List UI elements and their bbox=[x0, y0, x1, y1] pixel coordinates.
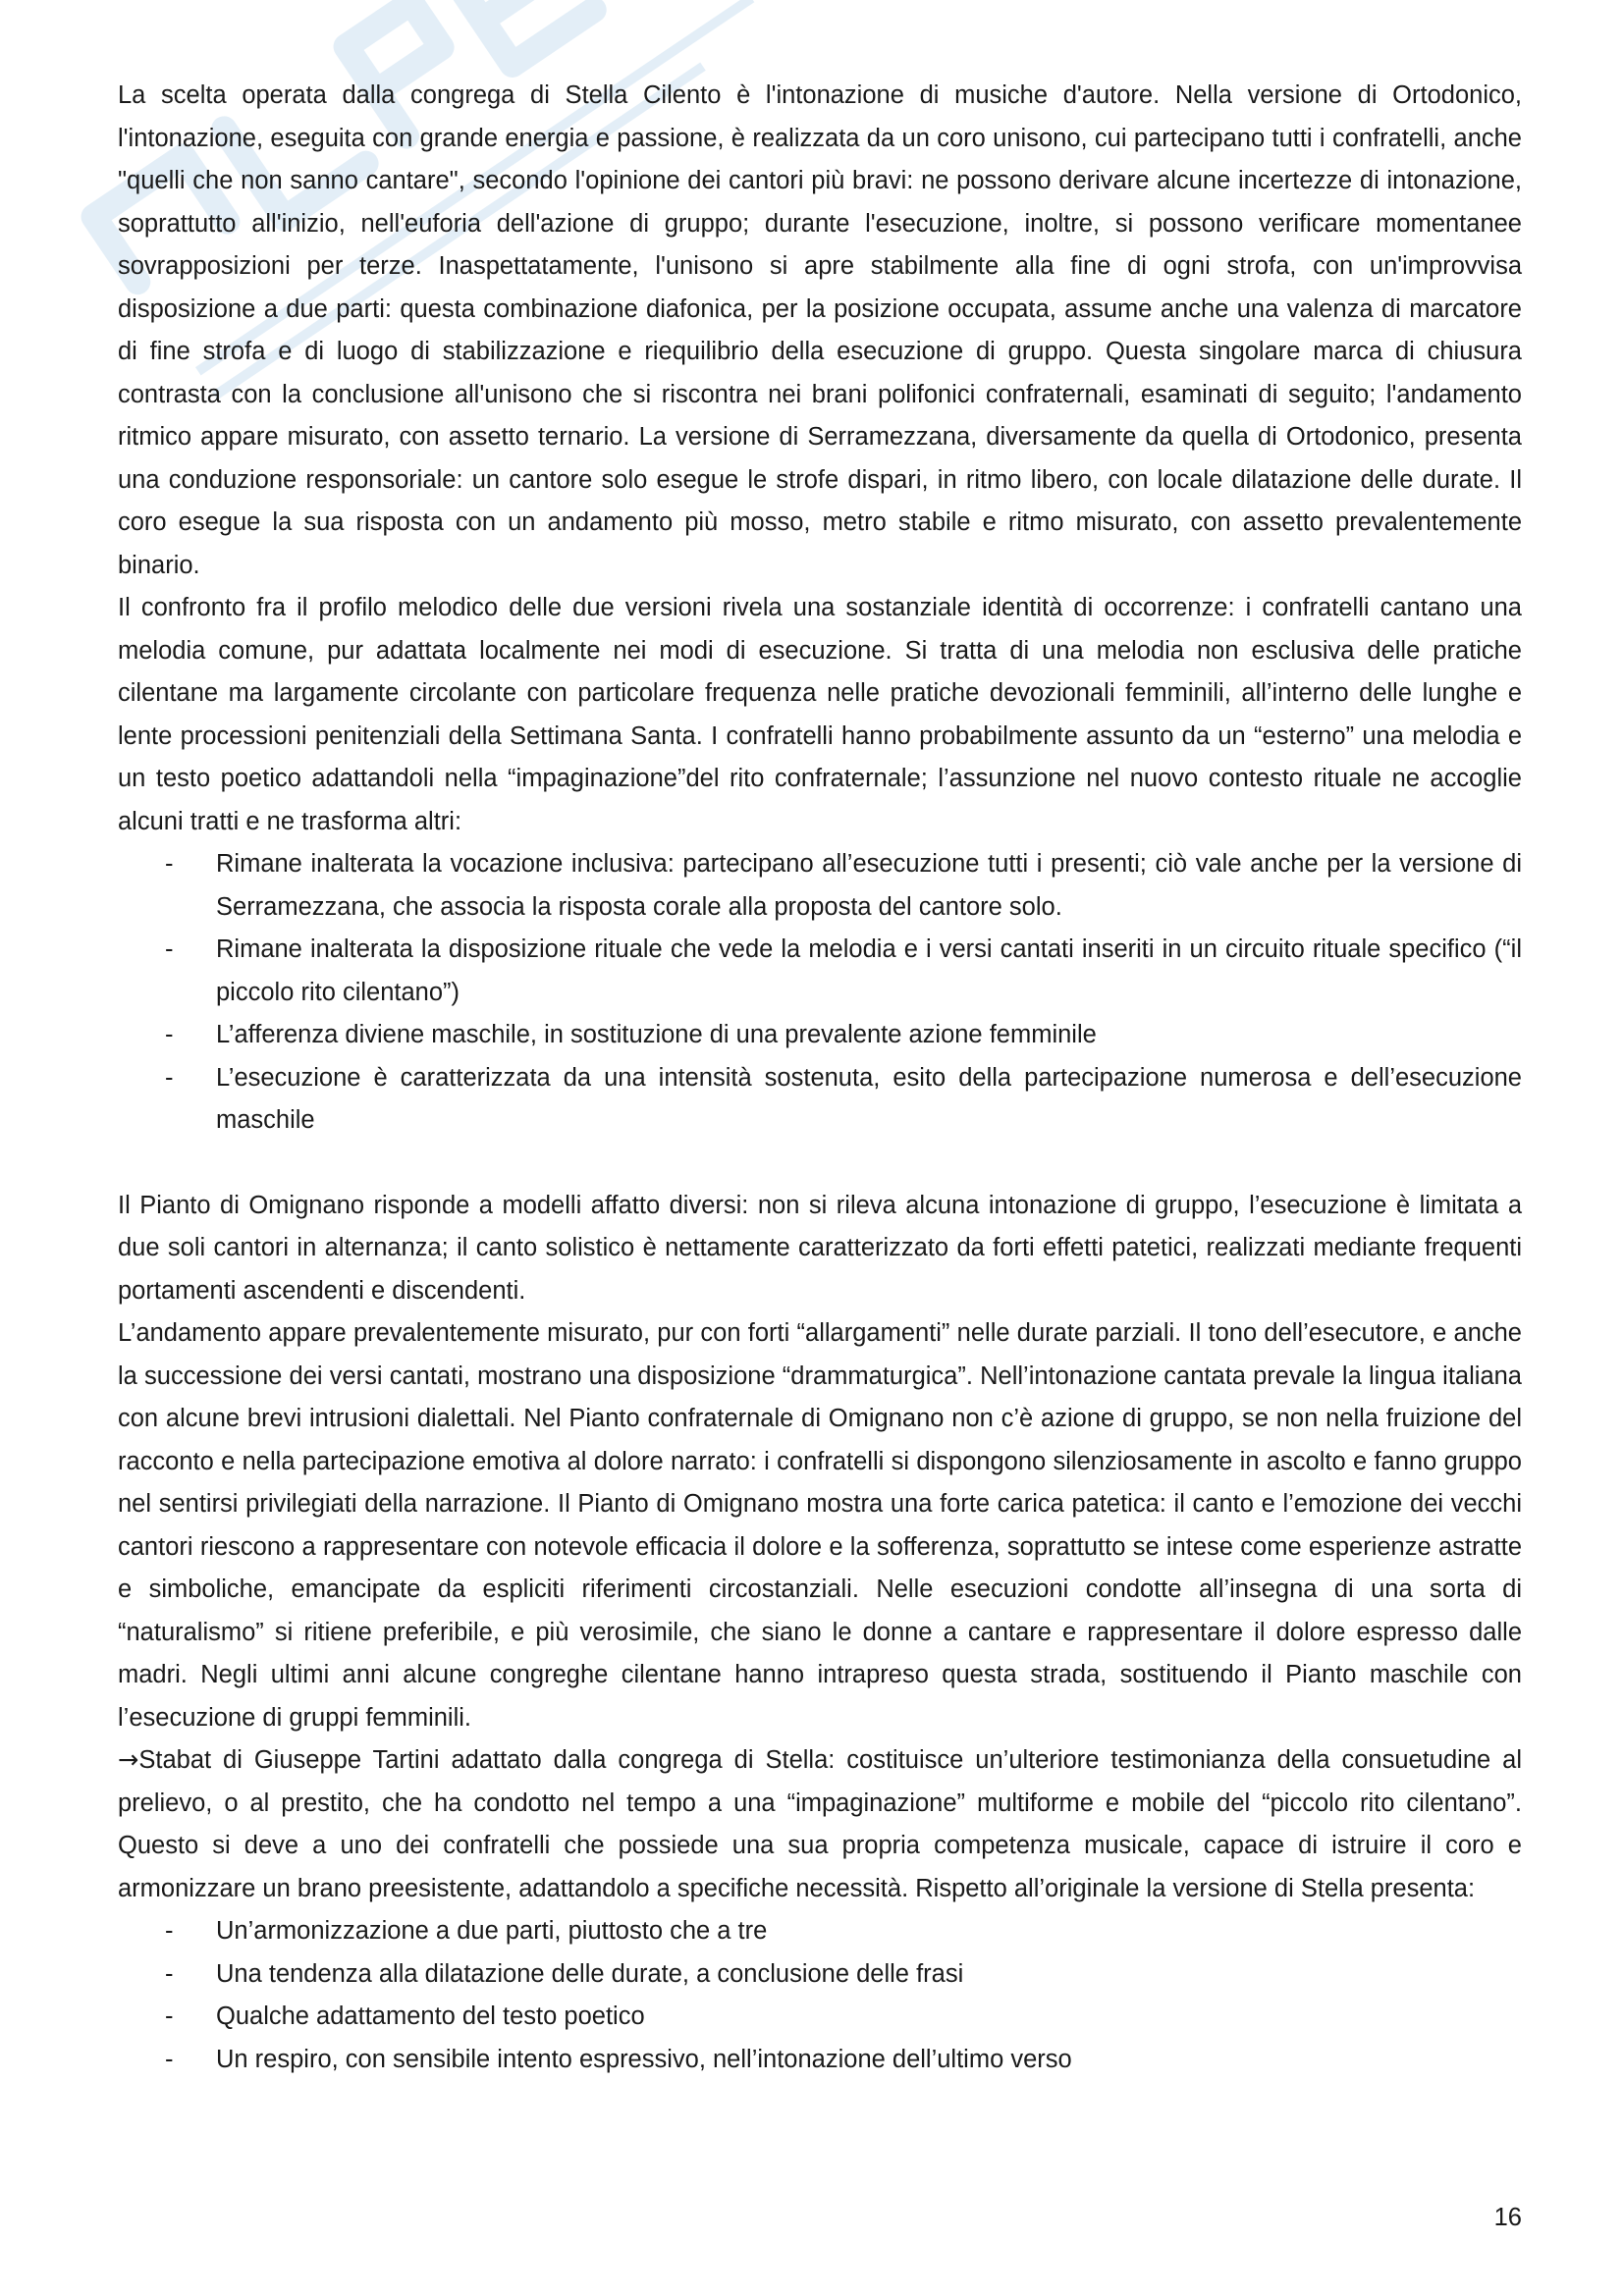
list-item: - Qualche adattamento del testo poetico bbox=[216, 1996, 1522, 2039]
arrow-right-icon: → bbox=[118, 1745, 139, 1775]
list-item: - L’esecuzione è caratterizzata da una intensità sostenuta, esito della partecipazione numerosa e dell’esecuzione maschile bbox=[216, 1057, 1522, 1143]
page-number: 16 bbox=[1493, 2204, 1522, 2231]
paragraph-andamento: L’andamento appare prevalentemente misurato, pur con forti “allargamenti” nelle durate parziali. Il tono dell’esecutore, e anche la successione dei versi cantati, mostrano una disposizione “drammaturgica”. Nell’intonazione cantata prevale la lingua italiana con alcune brevi intrusioni dialettali. Nel Pianto confraternale di Omignano non c’è azione di gruppo, se non nella fruizione del racconto e nella partecipazione emotiva al dolore narrato: i confratelli si dispongono silenziosamente in ascolto e fanno gruppo nel sentirsi privilegiati della narrazione. Il Pianto di Omignano mostra una forte carica patetica: il canto e l’emozione dei vecchi cantori riescono a rappresentare con notevole efficacia il dolore e la sofferenza, soprattutto se intese come esperienze astratte e simboliche, emancipate da espliciti riferimenti circostanziali. Nelle esecuzioni condotte all’insegna di una sorta di “naturalismo” si ritiene preferibile, e più verosimile, che siano le donne a cantare e rappresentare il dolore espresso dalle madri. Negli ultimi anni alcune congreghe cilentane hanno intrapreso questa strada, sostituendo il Pianto maschile con l’esecuzione di gruppi femminili. bbox=[118, 1319, 1522, 1732]
paragraph-stabat-text: Stabat di Giuseppe Tartini adattato dalla congrega di Stella: costituisce un’ulteriore testimonianza della consuetudine al prelievo, o al prestito, che ha condotto nel tempo a una “impaginazione” multiforme e mobile del “piccolo rito cilentano”. Questo si deve a uno dei confratelli che possiede una sua propria competenza musicale, capace di istruire il coro e armonizzare un brano preesistente, adattandolo a specifiche necessità. Rispetto all’originale la versione di Stella presenta: bbox=[118, 1746, 1522, 1902]
spacer bbox=[118, 1143, 1522, 1185]
paragraph-stabat-tartini bbox=[118, 1739, 1522, 1910]
list-item: - Un’armonizzazione a due parti, piuttosto che a tre bbox=[216, 1910, 1522, 1953]
list-item: - Una tendenza alla dilatazione delle durate, a conclusione delle frasi bbox=[216, 1953, 1522, 1997]
paragraph-stella-cilento: La scelta operata dalla congrega di Stella Cilento è l'intonazione di musiche d'autore. Nella versione di Ortodonico, l'intonazione, eseguita con grande energia e passione, è realizzata da un coro unisono, cui partecipano tutti i confratelli, anche "quelli che non sanno cantare", secondo l'opinione dei cantori più bravi: ne possono derivare alcune incertezze di intonazione, soprattutto all'inizio, nell'euforia dell'azione di gruppo; durante l'esecuzione, inoltre, si possono verificare momentanee sovrapposizioni per terze. Inaspettatamente, l'unisono si apre stabilmente alla fine di ogni strofa, con un'improvvisa disposizione a due parti: questa combinazione diafonica, per la posizione occupata, assume anche una valenza di marcatore di fine strofa e di luogo di stabilizzazione e riequilibrio della esecuzione di gruppo. Questa singolare marca di chiusura contrasta con la conclusione all'unisono che si riscontra nei brani polifonici confraternali, esaminati di seguito; l'andamento ritmico appare misurato, con assetto ternario. La versione di Serramezzana, diversamente da quella di Ortodonico, presenta una conduzione responsoriale: un cantore solo esegue le strofe dispari, in ritmo libero, con locale dilatazione delle durate. Il coro esegue la sua risposta con un andamento più mosso, metro stabile e ritmo misurato, con assetto prevalentemente binario. bbox=[118, 81, 1522, 579]
paragraph-melodic-profile: Il confronto fra il profilo melodico delle due versioni rivela una sostanziale identità di occorrenze: i confratelli cantano una melodia comune, pur adattata localmente nei modi di esecuzione. Si tratta di una melodia non esclusiva delle pratiche cilentane ma largamente circolante con particolare frequenza nelle pratiche devozionali femminili, all’interno delle lunghe e lente processioni penitenziali della Settimana Santa. I confratelli hanno probabilmente assunto da un “esterno” una melodia e un testo poetico adattandoli nella “impaginazione”del rito confraternale; l’assunzione nel nuovo contesto rituale ne accoglie alcuni tratti e ne trasforma altri: bbox=[118, 594, 1522, 835]
paragraph-pianto-omignano: Il Pianto di Omignano risponde a modelli affatto diversi: non si rileva alcuna intonazione di gruppo, l’esecuzione è limitata a due soli cantori in alternanza; il canto solistico è nettamente caratterizzato da forti effetti patetici, realizzati mediante frequenti portamenti ascendenti e discendenti. bbox=[118, 1191, 1522, 1305]
document-body bbox=[118, 75, 1522, 2081]
list-item: - Rimane inalterata la vocazione inclusiva: partecipano all’esecuzione tutti i presenti; ciò vale anche per la versione di Serramezzana, che associa la risposta corale alla proposta del cantore solo. bbox=[216, 843, 1522, 929]
list-ritual-traits bbox=[118, 843, 1522, 1143]
list-stella-version-features bbox=[118, 1910, 1522, 2081]
list-item: - L’afferenza diviene maschile, in sostituzione di una prevalente azione femminile bbox=[216, 1014, 1522, 1057]
list-item: - Rimane inalterata la disposizione rituale che vede la melodia e i versi cantati inseriti in un circuito rituale specifico (“il piccolo rito cilentano”) bbox=[216, 929, 1522, 1014]
list-item: - Un respiro, con sensibile intento espressivo, nell’intonazione dell’ultimo verso bbox=[216, 2039, 1522, 2082]
